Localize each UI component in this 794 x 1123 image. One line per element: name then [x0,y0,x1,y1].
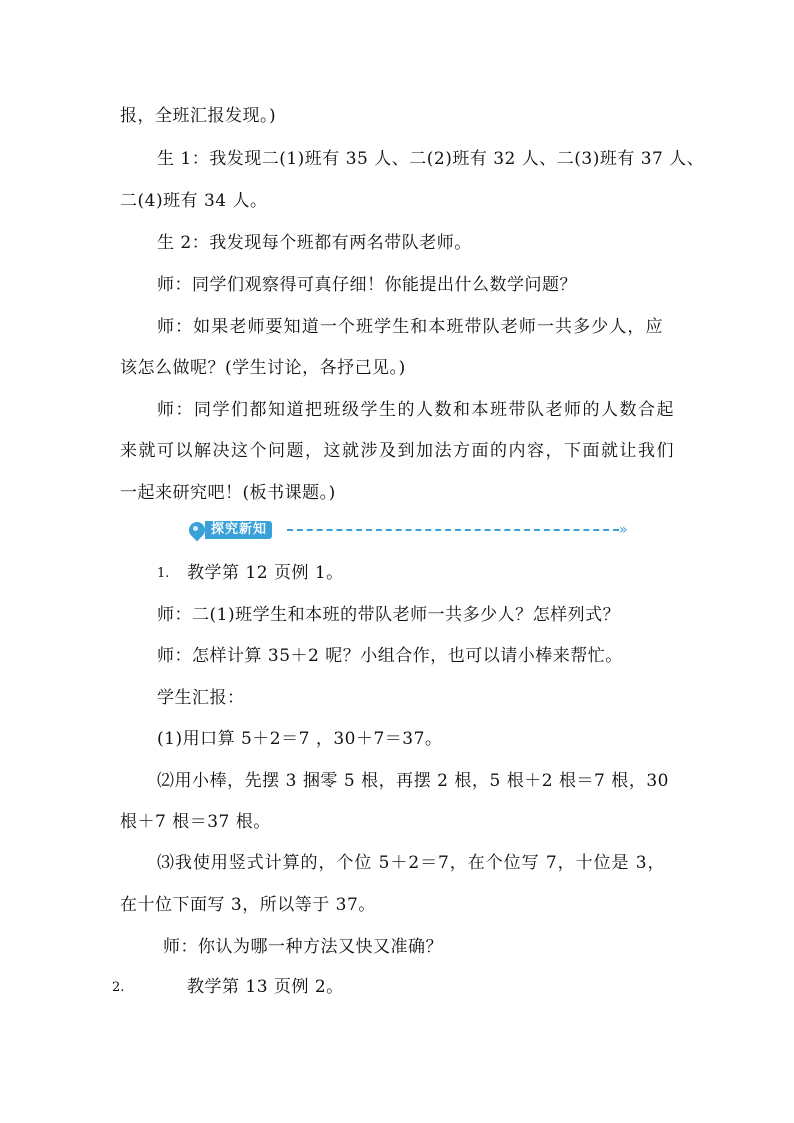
paragraph-line: 生 1：我发现二(1)班有 35 人、二(2)班有 32 人、二(3)班有 37 人、 [157,149,705,169]
list-item-title: 教学第 12 页例 1。 [187,563,344,583]
water-drop-icon [187,520,209,540]
paragraph-line: 师：怎样计算 35＋2 呢？小组合作，也可以请小棒来帮忙。 [157,646,623,666]
paragraph-line: 师：同学们都知道把班级学生的人数和本班带队老师的人数合起 [157,400,674,420]
list-number: 2. [112,980,125,995]
list-number: 1. [157,566,170,581]
paragraph-line: 师：同学们观察得可真仔细！你能提出什么数学问题？ [157,275,577,295]
paragraph-line: 学生汇报： [157,688,245,708]
paragraph-line: 师：二(1)班学生和本班的带队老师一共多少人？怎样列式？ [157,605,621,625]
paragraph-line: 来就可以解决这个问题，这就涉及到加法方面的内容，下面就让我们 [120,441,674,461]
paragraph-line: 报，全班汇报发现。) [120,106,277,126]
paragraph-line: 二(4)班有 34 人。 [120,191,268,211]
list-item-title: 教学第 13 页例 2。 [187,977,344,997]
paragraph-line: 该怎么做呢？(学生讨论，各抒己见。) [120,358,406,378]
paragraph-line: ⑵用小棒，先摆 3 捆零 5 根，再摆 2 根，5 根＋2 根＝7 根，30 [157,771,669,791]
section-header [187,520,647,540]
section-badge [187,520,272,540]
dashed-divider [287,529,619,531]
paragraph-line: 师：如果老师要知道一个班学生和本班带队老师一共多少人，应 [157,317,663,337]
paragraph-line: 一起来研究吧！(板书课题。) [120,483,336,503]
paragraph-line: 根＋7 根＝37 根。 [120,812,271,832]
paragraph-line: 生 2：我发现每个班都有两名带队老师。 [157,233,472,253]
paragraph-line: 师：你认为哪一种方法又快又准确？ [163,937,443,957]
paragraph-line: ⑶我使用竖式计算的，个位 5＋2＝7，在个位写 7，十位是 3， [157,853,665,873]
paragraph-line: (1)用口算 5＋2＝7 ，30＋7＝37。 [157,729,443,749]
section-title: 探究新知 [205,521,272,539]
double-arrow-icon: » [619,522,625,538]
paragraph-line: 在十位下面写 3，所以等于 37。 [120,895,376,915]
